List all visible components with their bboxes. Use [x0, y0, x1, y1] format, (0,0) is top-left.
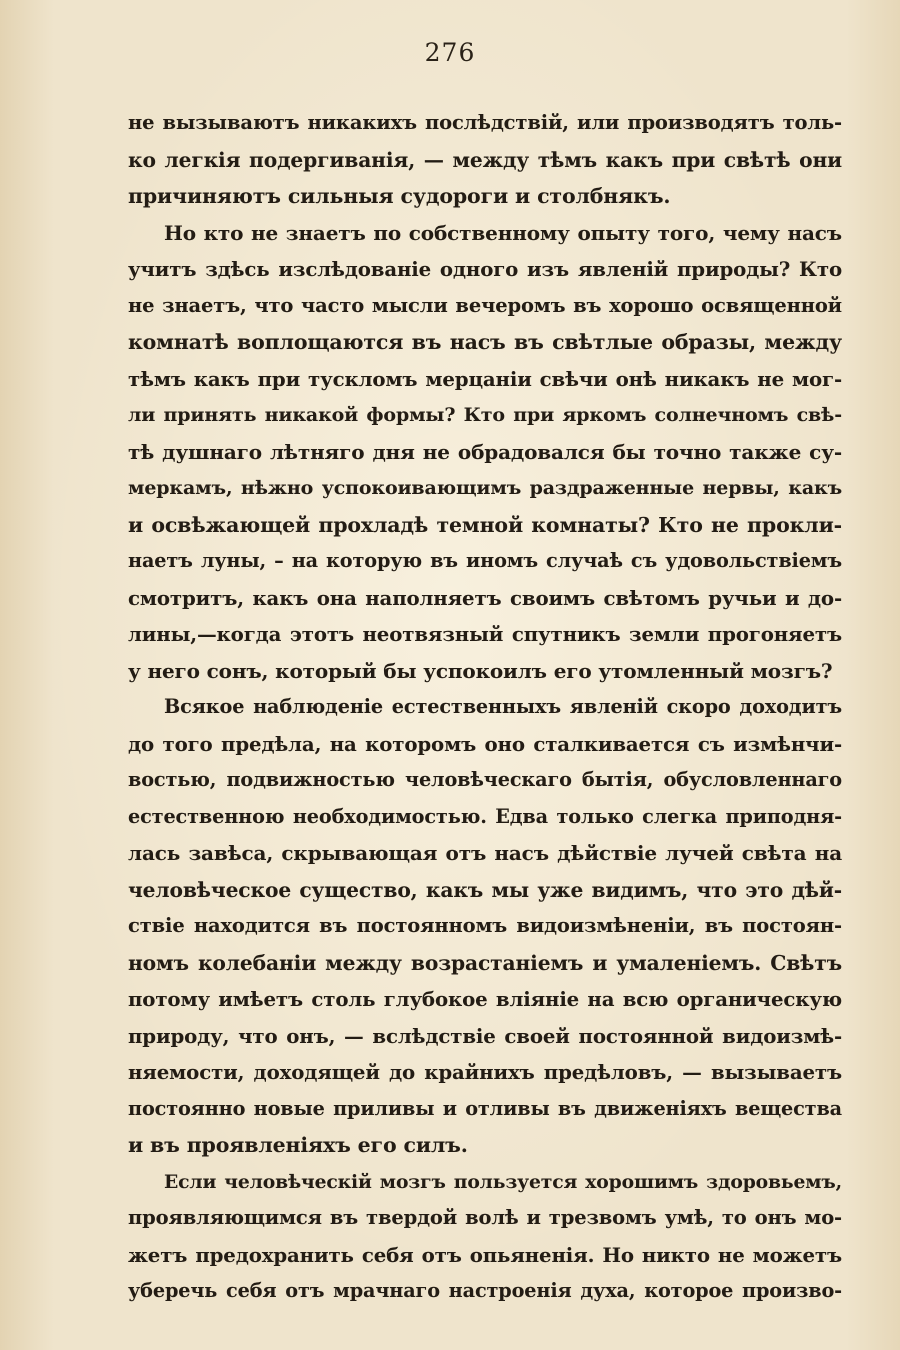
text-line: причиняютъ сильныя судороги и столбнякъ.: [128, 184, 671, 208]
text-line: жетъ предохранить себя отъ опьяненія. Но никто не можетъ: [128, 1242, 842, 1267]
page-number: 276: [424, 38, 476, 67]
text-line: ко легкія подергиванія, — между тѣмъ какъ при свѣтѣ они: [128, 147, 842, 172]
text-line: Но кто не знаетъ по собственному опыту того, чему насъ: [164, 220, 842, 245]
text-line: Всякое наблюденіе естественныхъ явленій скоро доходитъ: [164, 695, 842, 718]
text-line: до того предѣла, на которомъ оно сталкивается съ измѣнчи-: [128, 731, 842, 756]
text-line: востью, подвижностью человѣческаго бытія, обусловленнаго: [128, 768, 842, 791]
text-line: меркамъ, нѣжно успокоивающимъ раздраженные нервы, какъ: [128, 477, 842, 499]
text-line: Если человѣческій мозгъ пользуется хорошимъ здоровьемъ,: [164, 1170, 842, 1193]
text-line: природу, что онъ, — вслѣдствіе своей постоянной видоизмѣ-: [128, 1023, 842, 1048]
text-line: учитъ здѣсь изслѣдованіе одного изъ явленій природы? Кто: [128, 257, 842, 281]
text-line: ли принять никакой формы? Кто при яркомъ солнечномъ свѣ-: [128, 404, 842, 426]
text-line: номъ колебаніи между возрастаніемъ и умаленіемъ. Свѣтъ: [128, 950, 842, 975]
text-line: лины,—когда этотъ неотвязный спутникъ земли прогоняетъ: [128, 622, 842, 646]
text-line: комнатѣ воплощаются въ насъ въ свѣтлые образы, между: [128, 330, 842, 354]
text-line: не вызываютъ никакихъ послѣдствій, или производятъ толь-: [128, 111, 842, 134]
text-line: и въ проявленіяхъ его силъ.: [128, 1133, 468, 1157]
text-line: естественною необходимостью. Едва только слегка приподня-: [128, 804, 842, 828]
text-line: потому имѣетъ столь глубокое вліяніе на всю органическую: [128, 987, 842, 1011]
text-line: уберечь себя отъ мрачнаго настроенія духа, которое произво-: [128, 1279, 842, 1302]
body-text: [128, 105, 842, 1310]
text-line: ствіе находится въ постоянномъ видоизмѣненіи, въ постоян-: [128, 914, 842, 937]
text-line: тѣ душнаго лѣтняго дня не обрадовался бы точно также су-: [128, 439, 842, 464]
text-line: проявляющимся въ твердой волѣ и трезвомъ умѣ, то онъ мо-: [128, 1206, 842, 1229]
text-line: наетъ луны, – на которую въ иномъ случаѣ съ удовольствіемъ: [128, 549, 842, 572]
text-line: тѣмъ какъ при тускломъ мерцаніи свѣчи онѣ никакъ не мог-: [128, 366, 842, 391]
text-line: лась завѣса, скрывающая отъ насъ дѣйствіе лучей свѣта на: [128, 841, 842, 865]
text-line: человѣческое существо, какъ мы уже видимъ, что это дѣй-: [128, 877, 842, 902]
text-line: смотритъ, какъ она наполняетъ своимъ свѣтомъ ручьи и до-: [128, 585, 842, 610]
text-line: постоянно новые приливы и отливы въ движеніяхъ вещества: [128, 1096, 842, 1120]
text-line: не знаетъ, что часто мысли вечеромъ въ хорошо освященной: [128, 293, 842, 317]
text-line: няемости, доходящей до крайнихъ предѣловъ, — вызываетъ: [128, 1060, 842, 1084]
text-line: у него сонъ, который бы успокоилъ его утомленный мозгъ?: [128, 658, 833, 683]
text-line: и освѣжающей прохладѣ темной комнаты? Кто не прокли-: [128, 512, 842, 537]
